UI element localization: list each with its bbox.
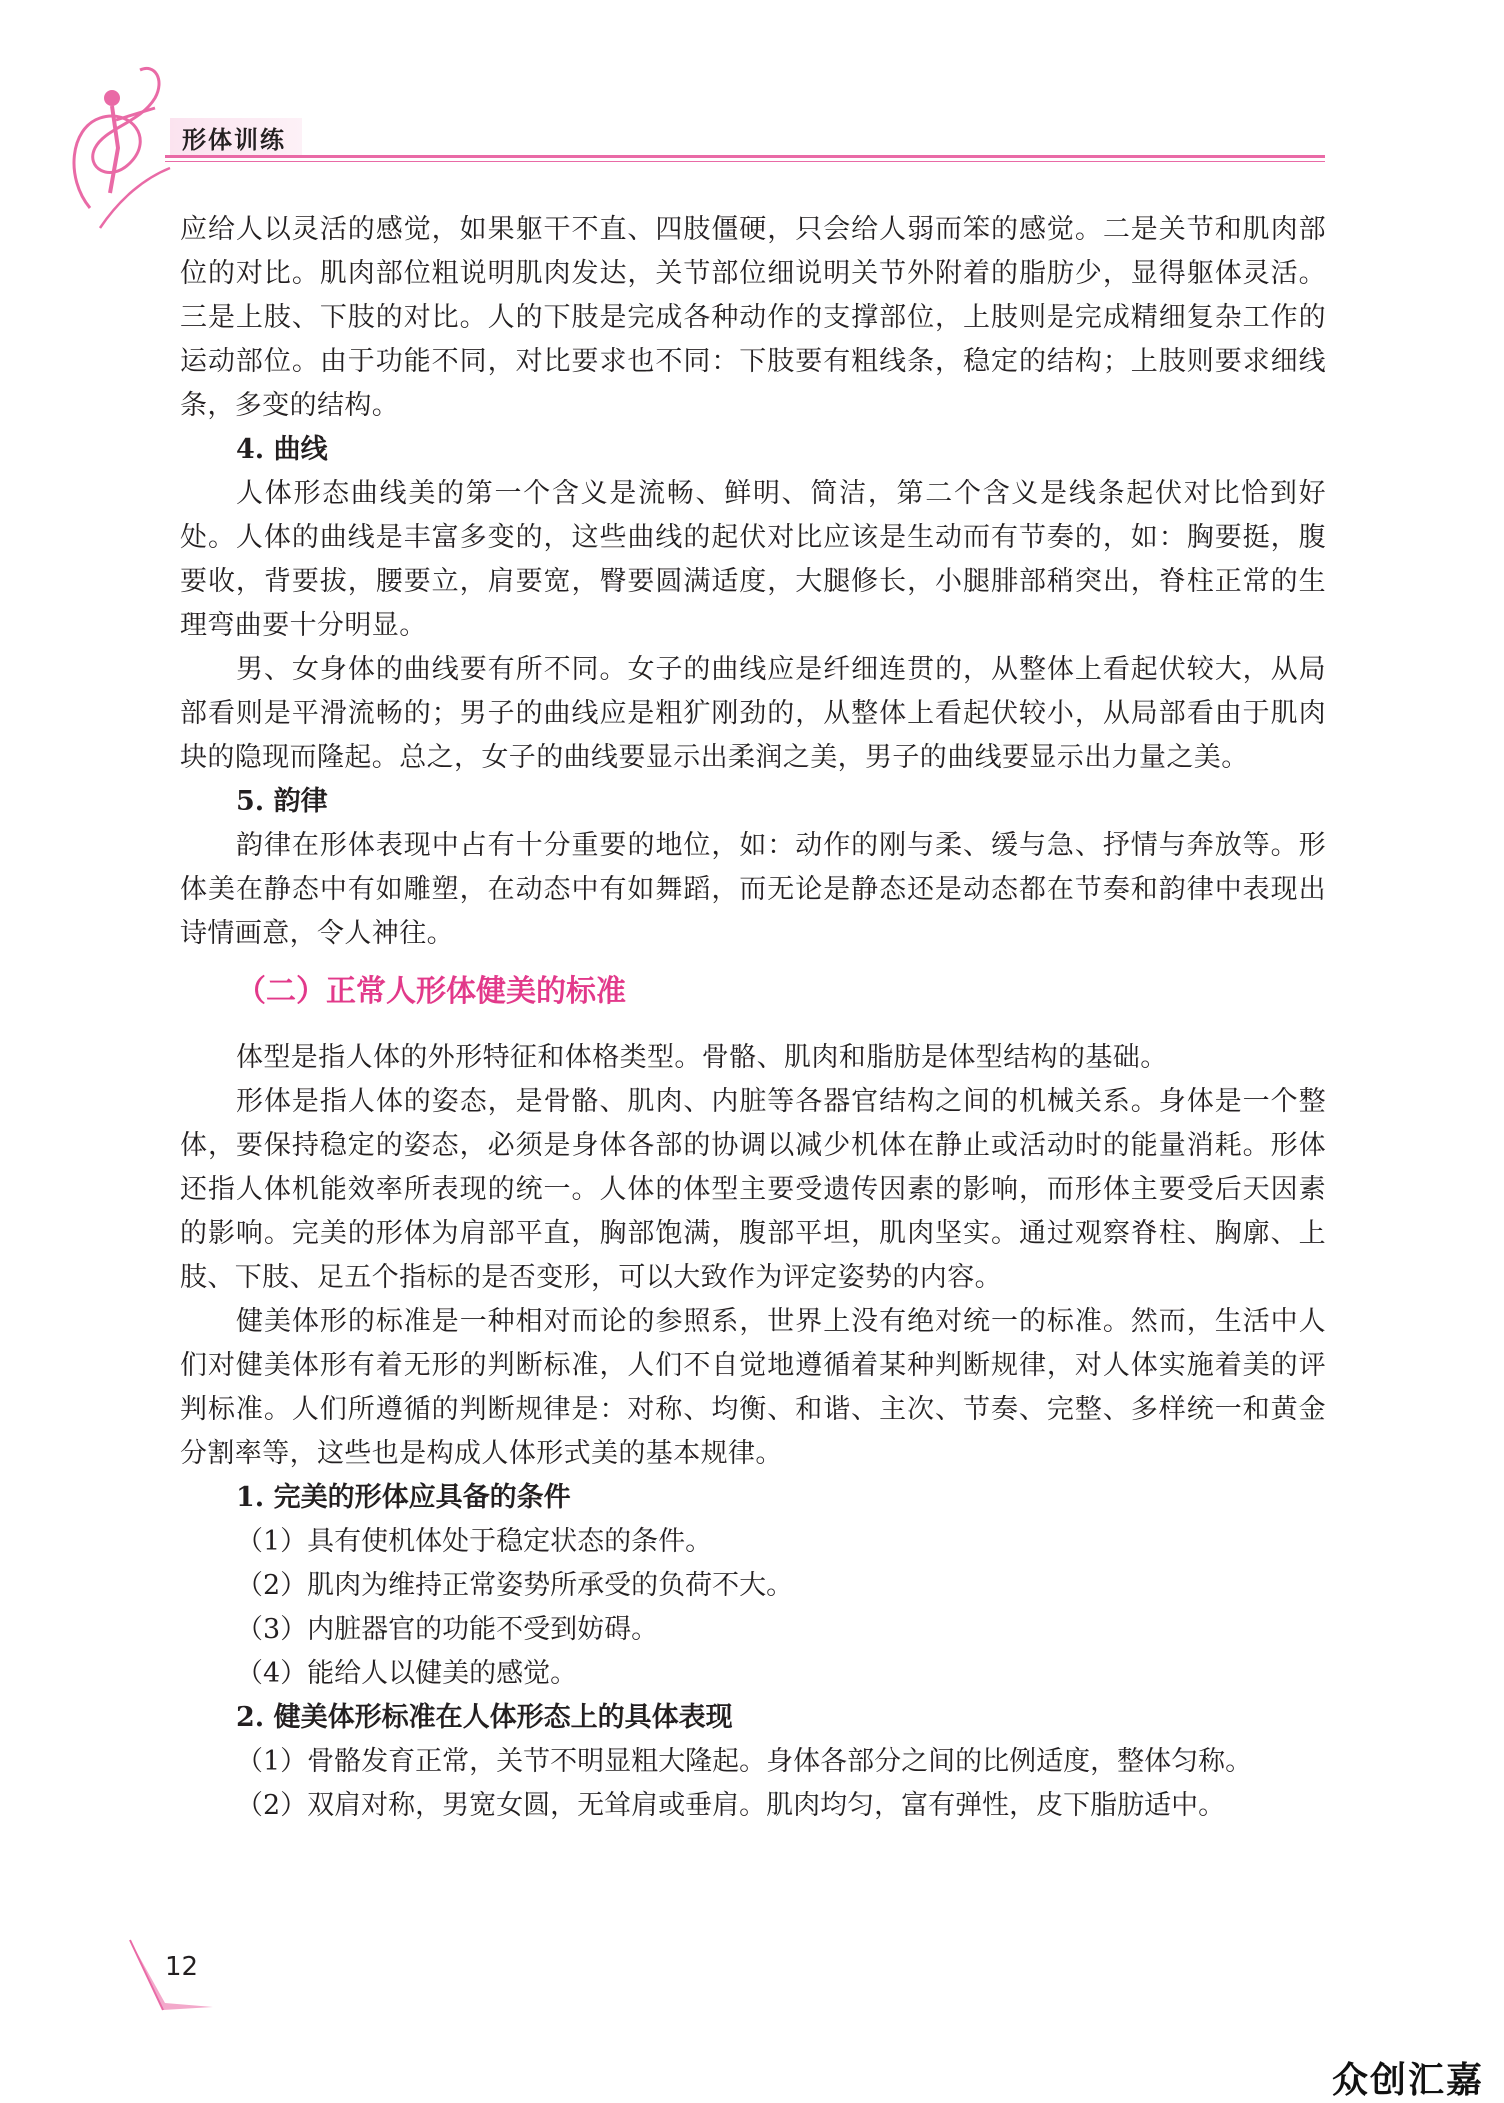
ribbon-dancer-logo bbox=[60, 58, 180, 233]
watermark-text: 众创汇嘉 bbox=[1332, 2060, 1485, 2101]
subheading-rhythm: 5. 韵律 bbox=[236, 786, 328, 817]
paragraph: 应给人以灵活的感觉，如果躯干不直、四肢僵硬，只会给人弱而笨的感觉。二是关节和肌肉部位的对比。肌肉部位粗说明肌肉发达，关节部位细说明关节外附着的脂肪少，显得躯体灵活。三是上肢、下肢的对比。人的下肢是完成各种动作的支撑部位，上肢则是完成精细复杂工作的运动部位。由于功能不同，对比要求也不同：下肢要有粗线条，稳定的结构；上肢则要求细线条，多变的结构。 bbox=[180, 214, 1326, 421]
paragraph: 人体形态曲线美的第一个含义是流畅、鲜明、简洁，第二个含义是线条起伏对比恰到好处。人体的曲线是丰富多变的，这些曲线的起伏对比应该是生动而有节奏的，如：胸要挺，腹要收，背要拔，腰要立，肩要宽，臀要圆满适度，大腿修长，小腿腓部稍突出，脊柱正常的生理弯曲要十分明显。 bbox=[180, 478, 1326, 641]
paragraph: 男、女身体的曲线要有所不同。女子的曲线应是纤细连贯的，从整体上看起伏较大，从局部看则是平滑流畅的；男子的曲线应是粗犷刚劲的，从整体上看起伏较小，从局部看由于肌肉块的隐现而隆起。总之，女子的曲线要显示出柔润之美，男子的曲线要显示出力量之美。 bbox=[180, 654, 1326, 773]
page-content bbox=[180, 208, 1326, 1828]
list-item: （3）内脏器官的功能不受到妨碍。 bbox=[236, 1614, 659, 1645]
subheading-expression: 2. 健美体形标准在人体形态上的具体表现 bbox=[236, 1702, 733, 1733]
subheading-curve: 4. 曲线 bbox=[236, 434, 328, 465]
running-header-title: 形体训练 bbox=[170, 118, 302, 157]
list-item: （4）能给人以健美的感觉。 bbox=[236, 1658, 578, 1689]
header-rule bbox=[165, 155, 1325, 158]
list-item: （1）骨骼发育正常，关节不明显粗大隆起。身体各部分之间的比例适度，整体匀称。 bbox=[236, 1746, 1253, 1777]
header-rule-thin bbox=[165, 161, 1325, 162]
paragraph: 韵律在形体表现中占有十分重要的地位，如：动作的刚与柔、缓与急、抒情与奔放等。形体美在静态中有如雕塑，在动态中有如舞蹈，而无论是静态还是动态都在节奏和韵律中表现出诗情画意，令人神往。 bbox=[180, 830, 1326, 949]
section-title: （二）正常人形体健美的标准 bbox=[236, 974, 626, 1009]
subheading-conditions: 1. 完美的形体应具备的条件 bbox=[236, 1482, 571, 1513]
paragraph: 体型是指人体的外形特征和体格类型。骨骼、肌肉和脂肪是体型结构的基础。 bbox=[236, 1042, 1168, 1073]
list-item: （2）双肩对称，男宽女圆，无耸肩或垂肩。肌肉均匀，富有弹性，皮下脂肪适中。 bbox=[236, 1790, 1226, 1821]
list-item: （1）具有使机体处于稳定状态的条件。 bbox=[236, 1526, 713, 1557]
page-number: 12 bbox=[165, 1952, 199, 1982]
paragraph: 健美体形的标准是一种相对而论的参照系，世界上没有绝对统一的标准。然而，生活中人们对健美体形有着无形的判断标准，人们不自觉地遵循着某种判断规律，对人体实施着美的评判标准。人们所遵循的判断规律是：对称、均衡、和谐、主次、节奏、完整、多样统一和黄金分割率等，这些也是构成人体形式美的基本规律。 bbox=[180, 1306, 1326, 1469]
paragraph: 形体是指人体的姿态，是骨骼、肌肉、内脏等各器官结构之间的机械关系。身体是一个整体，要保持稳定的姿态，必须是身体各部的协调以减少机体在静止或活动时的能量消耗。形体还指人体机能效率所表现的统一。人体的体型主要受遗传因素的影响，而形体主要受后天因素的影响。完美的形体为肩部平直，胸部饱满，腹部平坦，肌肉坚实。通过观察脊柱、胸廓、上肢、下肢、足五个指标的是否变形，可以大致作为评定姿势的内容。 bbox=[180, 1086, 1326, 1293]
list-item: （2）肌肉为维持正常姿势所承受的负荷不大。 bbox=[236, 1570, 794, 1601]
